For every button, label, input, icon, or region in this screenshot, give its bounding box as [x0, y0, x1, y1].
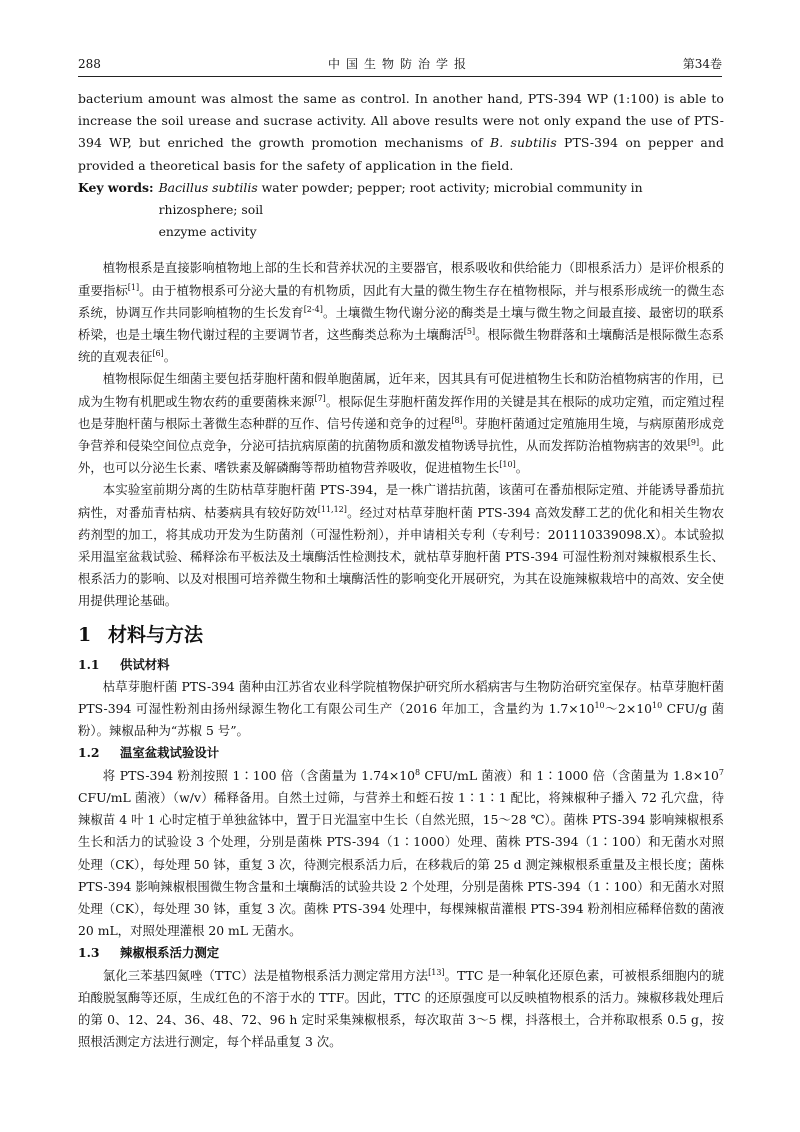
citation: [11,12] [317, 504, 347, 514]
citation: [10] [499, 460, 516, 470]
keywords-label: Key words: [78, 179, 154, 195]
keywords-text [159, 177, 724, 244]
subsection-heading-1-1: 1.1 供试材料 [78, 656, 170, 672]
section-heading-1 [78, 620, 724, 650]
page-body [78, 88, 724, 1053]
keywords [78, 177, 724, 244]
page-number: 288 [78, 57, 101, 71]
subsection-heading-1-2: 1.2 温室盆栽试验设计 [78, 745, 220, 761]
intro-paragraph-3: 本实验室前期分离的生防枯草芽胞杆菌 PTS-394，是一株广谱拮抗菌，该菌可在番茄根际定殖、并能诱导番茄抗病性，对番茄青枯病、枯萎病具有较好防效[11,12]。经过对枯草芽胞杆菌 PTS-394 高效发酵工艺的优化和相关生物农药剂型的加工，将其成功开发为生防菌剂（可湿性粉剂），并申请相关专利（专利号：201110339098.X）。本试验拟采用温室盆栽试验、稀释涂布平板法及土壤酶活性检测技术，就枯草芽胞杆菌 PTS-394 可湿性粉剂对辣椒根系生长、根系活力的影响、以及对根围可培养微生物和土壤酶活性的影响变化开展研究，为其在设施辣椒栽培中的高效、安全使用提供理论基础。 [78, 482, 724, 609]
subsection-1-2-text: 将 PTS-394 粉剂按照 1∶100 倍（含菌量为 $1.74\times 10^8$ CFU/mL 菌液）和 1∶1000 倍（含菌量为 $1.8\times 10^7$ CFU/mL 菌液）（w/v）稀释备用。自然土过筛，与营养土和蛭石按 1∶1∶1 配比，将辣椒种子播入 72 孔穴盘，待辣椒苗 4 叶 1 心时定植于单独盆钵中，置于日光温室中生长（自然光照，15～28 ℃）。菌株 PTS-394 影响辣椒根系生长和活力的试验设 3 个处理，分别是菌株 PTS-394（1∶1000）处理、菌株 PTS-394（1∶100）和无菌水对照处理（CK），每处理 50 钵，重复 3 次，待测完根系活力后，在移栽后的第 25 d 测定辣椒根系重量及主根长度；菌株 PTS-394 影响辣椒根围微生物含量和土壤酶活的试验共设 2 个处理，分别是菌株 PTS-394（1∶100）和无菌水对照处理（CK），每处理 30 钵，重复 3 次。菌株 PTS-394 处理中，每棵辣椒苗灌根 PTS-394 粉剂相应稀释倍数的菌液 20 mL，对照处理灌根 20 mL 无菌水。 [78, 767, 724, 939]
abstract-text-2: PTS-394 on pepper and provided a theoretical basis for the safety of application in the field. [78, 135, 724, 173]
citation: [13] [428, 967, 445, 977]
keywords-text-2: enzyme activity [158, 224, 257, 240]
citation: [1] [127, 282, 140, 292]
intro-paragraph-2: 植物根际促生细菌主要包括芽胞杆菌和假单胞菌属，近年来，因其具有可促进植物生长和防治植物病害的作用，已成为生物有机肥或生物农药的重要菌株来源[7]。根际促生芽胞杆菌发挥作用的关键是其在根际的成功定殖，而定殖过程也是芽胞杆菌与根际土著微生态种群的互作、信号传递和竞争的过程[8]。芽胞杆菌通过定殖施用生境，与病原菌形成竞争营养和侵染空间位点竞争，分泌可拮抗病原菌的抗菌物质和激发植物诱导抗性，从而发挥防治植物病害的效果[9]。此外，也可以分泌生长素、嗜铁素及解磷酶等帮助植物营养吸收，促进植物生长[10]。 [78, 371, 725, 476]
subsection-1-1-text: 枯草芽胞杆菌 PTS-394 菌种由江苏省农业科学院植物保护研究所水稻病害与生物防治研究室保存。枯草芽胞杆菌 PTS-394 可湿性粉剂由扬州绿源生物化工有限公司生产（2016 年加工，含量约为 $1.7\times 10^{10}\sim 2\times 10^{10}$ CFU/g 菌粉）。辣椒品种为“苏椒 5 号”。 [78, 678, 724, 739]
intro-paragraph-1: 植物根系是直接影响植物地上部的生长和营养状况的主要器官，根系吸收和供给能力（即根系活力）是评价根系的重要指标[1]。由于植物根系可分泌大量的有机物质，因此有大量的微生物生存在植物根际，并与根系形成统一的微生态系统，协调互作共同影响植物的生长发育[2-4]。土壤微生物代谢分泌的酶类是土壤与微生物之间最直接、最密切的联系桥梁，也是土壤生物代谢过程的主要调节者，这些酶类总称为土壤酶活[5]。根际微生物群落和土壤酶活是根际微生态系统的直观表征[6]。 [78, 260, 725, 365]
abstract-species: B. subtilis [490, 135, 557, 151]
header-rule [78, 76, 722, 77]
section-title: 材料与方法 [108, 623, 204, 646]
citation: [9] [687, 437, 700, 447]
citation: [6] [152, 349, 164, 359]
citation: [7] [314, 393, 326, 403]
subsection-1-3-text: 氯化三苯基四氮唑（TTC）法是植物根系活力测定常用方法[13]。TTC 是一种氧化还原色素，可被根系细胞内的琥珀酸脱氢酶等还原，生成红色的不溶于水的 TTF。因此，TTC 的还原强度可以反映植物根系的活力。辣椒移栽处理后的第 0、12、24、36、48、72、96 h 定时采集辣椒根系，每次取苗 3～5 棵，抖落根土，合并称取根系 0.5 g，按照根活测定方法进行测定，每个样品重复 3 次。 [78, 967, 724, 1050]
journal-title: 中国生物防治学报 [327, 57, 472, 71]
keywords-species: Bacillus subtilis [158, 179, 258, 195]
keywords-text-1: water powder; pepper; root activity; microbial community in rhizosphere; soil [158, 179, 643, 218]
citation: [5] [463, 326, 476, 336]
subsection-heading-1-3: 1.3 辣椒根系活力测定 [78, 945, 220, 961]
section-number: 1 [78, 623, 92, 646]
citation: [2-4] [303, 304, 323, 314]
volume-label: 第34卷 [682, 57, 722, 71]
running-head [78, 54, 722, 74]
abstract-text-1: bacterium amount was almost the same as control. In another hand, PTS-394 WP (1:100) is able to increase the soil urease and sucrase activity. All above results were not only expand the use of PTS-394 WP, but enriched the growth promotion mechanisms of [78, 91, 724, 151]
abstract-tail [78, 88, 724, 177]
citation: [8] [451, 415, 463, 425]
